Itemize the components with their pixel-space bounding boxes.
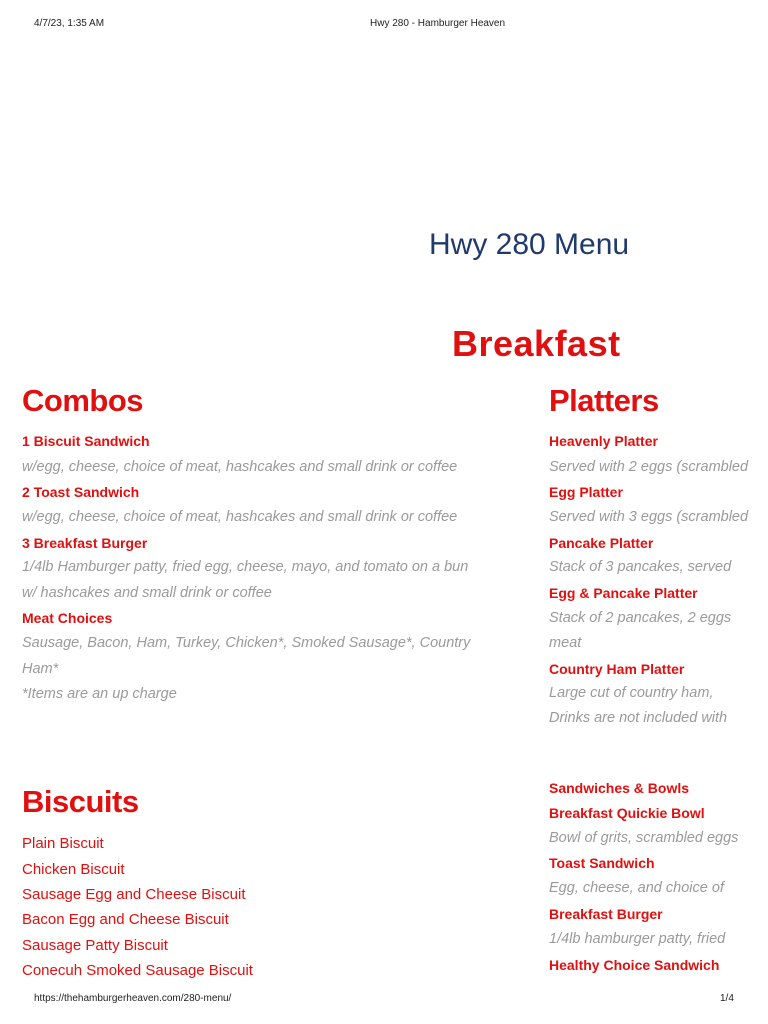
platters-heading: Platters <box>549 383 659 418</box>
print-title: Hwy 280 - Hamburger Heaven <box>370 18 506 29</box>
sandwich-item-desc: Bowl of grits, scrambled eggs <box>549 830 739 846</box>
biscuit-item[interactable]: Plain Biscuit <box>22 835 104 852</box>
sandwich-item-name[interactable]: Healthy Choice Sandwich <box>549 957 720 973</box>
platter-item-name[interactable]: Egg Platter <box>549 484 623 500</box>
combo-item-desc: w/egg, cheese, choice of meat, hashcakes and small drink or coffee <box>22 509 458 525</box>
print-datetime: 4/7/23, 1:35 AM <box>34 18 105 29</box>
combo-item-desc: 1/4lb Hamburger patty, fried egg, cheese, mayo, and tomato on a bun <box>22 559 469 575</box>
print-url: https://thehamburgerheaven.com/280-menu/ <box>34 993 232 1004</box>
section-title-breakfast: Breakfast <box>452 323 621 364</box>
combo-item-note: *Items are an up charge <box>22 686 177 702</box>
biscuit-item[interactable]: Conecuh Smoked Sausage Biscuit <box>22 962 253 979</box>
platter-item-note: Drinks are not included with <box>549 710 728 726</box>
platter-item-name[interactable]: Country Ham Platter <box>549 661 685 677</box>
platter-item-desc: Stack of 3 pancakes, served <box>549 559 732 575</box>
biscuit-item[interactable]: Bacon Egg and Cheese Biscuit <box>22 911 229 928</box>
platter-item-desc: meat <box>549 635 582 651</box>
left-column <box>22 0 523 1024</box>
platter-item-name[interactable]: Heavenly Platter <box>549 433 658 449</box>
sandwich-item-desc: Egg, cheese, and choice of <box>549 880 724 896</box>
sandwich-item-name[interactable]: Toast Sandwich <box>549 855 655 871</box>
platter-item-desc: Stack of 2 pancakes, 2 eggs <box>549 610 732 626</box>
combo-item-name[interactable]: 2 Toast Sandwich <box>22 484 140 500</box>
biscuit-item[interactable]: Chicken Biscuit <box>22 861 125 878</box>
platter-item-name[interactable]: Pancake Platter <box>549 535 654 551</box>
platter-item-desc: Served with 2 eggs (scrambled <box>549 459 749 475</box>
print-page-number: 1/4 <box>720 993 734 1004</box>
sandwich-item-desc: 1/4lb hamburger patty, fried <box>549 931 726 947</box>
sandwich-item-name[interactable]: Breakfast Burger <box>549 906 663 922</box>
biscuit-item[interactable]: Sausage Egg and Cheese Biscuit <box>22 886 246 903</box>
combo-item-desc: Sausage, Bacon, Ham, Turkey, Chicken*, Smoked Sausage*, Country <box>22 635 471 651</box>
biscuits-heading: Biscuits <box>22 784 139 819</box>
right-column <box>549 0 749 1024</box>
sandwiches-heading: Sandwiches & Bowls <box>549 780 690 796</box>
biscuit-item[interactable]: Sausage Patty Biscuit <box>22 937 168 954</box>
sandwich-item-name[interactable]: Breakfast Quickie Bowl <box>549 805 705 821</box>
combos-heading: Combos <box>22 383 143 418</box>
platter-item-desc: Large cut of country ham, <box>549 685 714 701</box>
platter-item-desc: Served with 3 eggs (scrambled <box>549 509 749 525</box>
combo-item-name[interactable]: 1 Biscuit Sandwich <box>22 433 150 449</box>
combo-item-desc: w/ hashcakes and small drink or coffee <box>22 585 272 601</box>
combo-item-name[interactable]: 3 Breakfast Burger <box>22 535 148 551</box>
combo-item-desc: Ham* <box>22 661 59 677</box>
combo-item-desc: w/egg, cheese, choice of meat, hashcakes and small drink or coffee <box>22 459 458 475</box>
combo-item-name[interactable]: Meat Choices <box>22 610 113 626</box>
platter-item-name[interactable]: Egg & Pancake Platter <box>549 585 698 601</box>
page-title: Hwy 280 Menu <box>429 228 630 261</box>
